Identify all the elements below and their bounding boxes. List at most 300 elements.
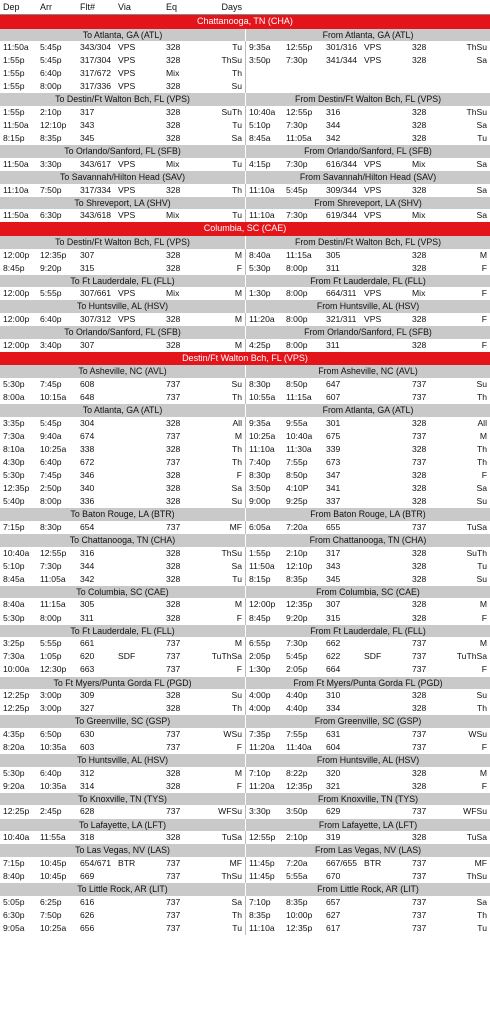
cell-arr: 4:40p	[286, 703, 308, 714]
cell-eq: 328	[412, 443, 427, 454]
cell-flt: 311	[326, 339, 340, 350]
flight-row	[0, 909, 490, 922]
cell-dep: 1:55p	[249, 547, 271, 558]
cell-dep: 4:00p	[249, 703, 271, 714]
cell-flt: 321	[326, 780, 341, 791]
route-from-label: From Orlando/Sanford, FL (SFB)	[245, 326, 490, 339]
cell-days: Th	[231, 443, 242, 454]
cell-dep: 7:15p	[3, 521, 25, 532]
schedule-half	[245, 767, 490, 780]
cell-eq: 328	[166, 560, 181, 571]
cell-arr: 7:20a	[286, 857, 308, 868]
schedule-half	[245, 689, 490, 702]
cell-flt: 305	[326, 249, 341, 260]
flight-row	[0, 637, 490, 650]
route-to-label: To Orlando/Sanford, FL (SFB)	[64, 327, 181, 338]
cell-via: VPS	[118, 42, 136, 53]
cell-eq: 328	[166, 470, 181, 480]
route-to-label: To Destin/Ft Walton Bch, FL (VPS)	[55, 94, 190, 105]
cell-eq: 737	[166, 521, 181, 532]
flight-row	[0, 547, 490, 560]
cell-via: VPS	[364, 184, 382, 195]
cell-days: All	[232, 417, 242, 428]
route-to-label: To Baton Rouge, LA (BTR)	[70, 509, 175, 520]
route-from-label: From Destin/Ft Walton Bch, FL (VPS)	[245, 93, 490, 106]
route-header-row	[0, 326, 490, 339]
schedule-half	[245, 119, 490, 132]
schedule-half	[245, 67, 490, 80]
cell-days: Th	[476, 443, 487, 454]
cell-days: M	[479, 638, 487, 649]
cell-arr: 6:50p	[40, 728, 62, 739]
cell-dep: 12:25p	[3, 806, 30, 817]
flight-row	[0, 41, 490, 54]
cell-arr: 8:00p	[40, 496, 62, 507]
cell-eq: 328	[166, 262, 181, 273]
cell-eq: 328	[166, 832, 181, 843]
flight-row	[0, 469, 490, 482]
cell-dep: 5:10p	[3, 560, 25, 571]
cell-flt: 619/344	[326, 210, 358, 221]
cell-eq: 328	[166, 599, 181, 610]
cell-days: Sa	[476, 158, 487, 169]
cell-arr: 7:30p	[286, 638, 308, 649]
route-to-label: To Ft Lauderdale, FL (FLL)	[70, 625, 175, 636]
schedule-half	[245, 870, 490, 883]
cell-dep: 11:20a	[249, 780, 275, 791]
route-header-row	[0, 93, 490, 106]
cell-days: Tu	[232, 120, 242, 131]
cell-dep: 12:00p	[249, 599, 276, 610]
cell-days: M	[234, 313, 242, 324]
cell-days: M	[234, 599, 242, 610]
schedule-half	[0, 909, 245, 922]
schedule-half	[0, 67, 245, 80]
route-header-row	[0, 625, 490, 638]
cell-arr: 10:15a	[40, 391, 67, 402]
cell-arr: 6:30p	[40, 210, 62, 221]
cell-dep: 8:15p	[249, 573, 271, 584]
cell-arr: 7:45p	[40, 378, 62, 389]
cell-flt: 344	[326, 120, 341, 131]
route-header-row	[0, 534, 490, 547]
cell-flt: 667/655	[326, 857, 358, 868]
cell-arr: 10:00p	[286, 909, 313, 920]
cell-flt: 657	[326, 896, 341, 907]
cell-eq: 328	[412, 470, 427, 480]
cell-flt: 311	[80, 612, 94, 623]
cell-arr: 12:30p	[40, 664, 67, 675]
schedule-half	[245, 598, 490, 611]
cell-eq: 328	[412, 249, 427, 260]
flight-row	[0, 495, 490, 508]
cell-eq: 328	[412, 599, 427, 610]
cell-eq: 328	[166, 443, 181, 454]
schedule-half	[245, 702, 490, 715]
cell-days: M	[479, 599, 487, 610]
cell-arr: 6:25p	[40, 896, 62, 907]
schedule-half	[245, 80, 490, 93]
schedule-half	[245, 469, 490, 482]
route-to-label: To Asheville, NC (AVL)	[78, 366, 167, 377]
cell-flt: 607	[326, 391, 341, 402]
flight-row	[0, 560, 490, 573]
route-from-label: From Lafayette, LA (LFT)	[245, 819, 490, 832]
schedule-half	[0, 106, 245, 119]
cell-flt: 317	[326, 547, 341, 558]
flight-row	[0, 805, 490, 818]
schedule-half	[245, 922, 490, 935]
cell-dep: 5:30p	[3, 767, 25, 778]
cell-eq: 328	[412, 483, 427, 494]
cell-eq: 737	[166, 664, 181, 675]
cell-dep: 1:55p	[3, 68, 25, 79]
cell-arr: 3:00p	[40, 703, 62, 714]
cell-flt: 315	[326, 612, 341, 623]
schedule-half	[245, 650, 490, 663]
schedule-half	[245, 443, 490, 456]
schedule-half	[0, 482, 245, 495]
cell-via: VPS	[118, 68, 136, 79]
flight-row	[0, 521, 490, 534]
cell-dep: 10:40a	[3, 547, 30, 558]
schedule-half	[0, 119, 245, 132]
cell-dep: 7:15p	[3, 857, 25, 868]
cell-days: MF	[229, 521, 242, 532]
cell-arr: 8:35p	[40, 133, 62, 144]
cell-arr: 11:05a	[40, 573, 66, 584]
cell-arr: 9:40a	[40, 430, 62, 441]
cell-via: VPS	[118, 55, 136, 66]
cell-flt: 341	[326, 483, 341, 494]
cell-arr: 5:45p	[286, 184, 308, 195]
cell-eq: 737	[412, 896, 427, 907]
cell-eq: 328	[412, 42, 427, 53]
schedule-half	[0, 573, 245, 586]
cell-dep: 8:30p	[249, 470, 271, 480]
cell-eq: Mix	[412, 158, 426, 169]
cell-arr: 10:25a	[40, 443, 67, 454]
cell-dep: 5:05p	[3, 896, 25, 907]
cell-days: ThSu	[221, 55, 242, 66]
cell-arr: 6:40p	[40, 767, 62, 778]
cell-dep: 9:20a	[3, 780, 25, 791]
cell-flt: 327	[80, 703, 95, 714]
cell-arr: 8:00p	[40, 81, 62, 92]
cell-arr: 5:55p	[40, 638, 62, 649]
route-header-row	[0, 819, 490, 832]
cell-days: F	[236, 780, 242, 791]
route-header-row	[0, 883, 490, 896]
cell-arr: 2:50p	[40, 483, 62, 494]
cell-dep: 11:50a	[3, 158, 29, 169]
schedule-half	[0, 547, 245, 560]
cell-flt: 301/316	[326, 42, 358, 53]
schedule-half	[245, 417, 490, 430]
schedule-half	[245, 573, 490, 586]
cell-eq: 737	[412, 664, 427, 675]
cell-eq: 328	[166, 339, 181, 350]
route-from-label: From Atlanta, GA (ATL)	[245, 29, 490, 42]
cell-arr: 8:00p	[286, 262, 308, 273]
flight-row	[0, 184, 490, 197]
cell-arr: 7:30p	[286, 210, 308, 221]
cell-days: F	[481, 780, 487, 791]
cell-dep: 8:35p	[249, 909, 271, 920]
cell-flt: 310	[326, 690, 341, 701]
cell-eq: 328	[412, 262, 427, 273]
cell-days: Sa	[476, 896, 487, 907]
cell-via: SDF	[118, 651, 136, 662]
cell-dep: 11:45p	[249, 857, 275, 868]
flight-row	[0, 119, 490, 132]
route-from-label: From Savannah/Hilton Head (SAV)	[245, 171, 490, 184]
cell-flt: 307	[80, 249, 95, 260]
cell-via: VPS	[118, 313, 136, 324]
cell-eq: 737	[412, 741, 427, 752]
route-header-row	[0, 197, 490, 210]
cell-flt: 317/336	[80, 81, 112, 92]
cell-eq: 737	[166, 728, 181, 739]
cell-flt: 338	[80, 443, 95, 454]
cell-flt: 315	[80, 262, 95, 273]
cell-dep: 10:55a	[249, 391, 276, 402]
flight-row	[0, 67, 490, 80]
cell-arr: 9:20p	[40, 262, 62, 273]
flight-row	[0, 339, 490, 352]
city-header: Chattanooga, TN (CHA)	[0, 15, 490, 29]
cell-eq: 328	[166, 133, 181, 144]
cell-flt: 316	[80, 547, 95, 558]
cell-dep: 11:20a	[249, 741, 275, 752]
cell-days: F	[481, 612, 487, 623]
schedule-half	[245, 54, 490, 67]
cell-arr: 8:50p	[286, 378, 308, 389]
route-to-label: To Atlanta, GA (ATL)	[82, 405, 163, 416]
schedule-half	[0, 313, 245, 326]
schedule-half	[0, 430, 245, 443]
schedule-half	[245, 262, 490, 275]
cell-days: Sa	[476, 120, 487, 131]
schedule-half	[245, 780, 490, 793]
cell-via: VPS	[118, 158, 136, 169]
route-header-row	[0, 844, 490, 857]
schedule-half	[245, 158, 490, 171]
cell-via: BTR	[118, 857, 136, 868]
cell-flt: 317/672	[80, 68, 112, 79]
cell-dep: 7:30a	[3, 651, 25, 662]
route-from-label: From Ft Myers/Punta Gorda FL (PGD)	[245, 677, 490, 690]
route-from-label: From Las Vegas, NV (LAS)	[245, 844, 490, 857]
cell-days: ThSu	[466, 42, 487, 53]
schedule-half	[245, 560, 490, 573]
cell-days: Th	[231, 391, 242, 402]
schedule-half	[0, 158, 245, 171]
cell-flt: 673	[326, 456, 341, 467]
cell-arr: 10:35a	[40, 780, 67, 791]
cell-flt: 321/311	[326, 313, 357, 324]
cell-flt: 616/344	[326, 158, 358, 169]
route-header-row	[0, 171, 490, 184]
cell-dep: 1:55p	[3, 55, 25, 66]
flight-row	[0, 702, 490, 715]
cell-days: M	[234, 339, 242, 350]
col-eq-label: Eq	[166, 2, 178, 12]
cell-days: F	[481, 313, 487, 324]
cell-eq: 737	[412, 521, 427, 532]
cell-days: WSu	[223, 728, 242, 739]
cell-days: Su	[476, 690, 487, 701]
cell-eq: 328	[166, 81, 181, 92]
flight-row	[0, 870, 490, 883]
flight-row	[0, 430, 490, 443]
cell-dep: 12:00p	[3, 249, 30, 260]
schedule-half	[0, 702, 245, 715]
route-to-label: To Atlanta, GA (ATL)	[82, 29, 163, 40]
flight-row	[0, 262, 490, 275]
flight-row	[0, 780, 490, 793]
cell-dep: 7:35p	[249, 728, 271, 739]
schedule-half	[245, 339, 490, 352]
cell-eq: 328	[166, 55, 181, 66]
cell-flt: 336	[80, 496, 95, 507]
cell-dep: 2:05p	[249, 651, 271, 662]
cell-dep: 10:00a	[3, 664, 30, 675]
cell-dep: 10:25a	[249, 430, 276, 441]
cell-via: VPS	[364, 313, 382, 324]
schedule-half	[245, 287, 490, 300]
cell-arr: 8:50p	[286, 470, 308, 480]
cell-eq: 328	[412, 612, 427, 623]
schedule-half	[0, 456, 245, 469]
cell-days: Sa	[231, 560, 242, 571]
schedule-body	[0, 15, 490, 935]
cell-flt: 309	[80, 690, 95, 701]
cell-dep: 3:50p	[249, 55, 271, 66]
cell-arr: 6:40p	[40, 313, 62, 324]
cell-flt: 627	[326, 909, 341, 920]
route-to-label: To Shreveport, LA (SHV)	[74, 197, 171, 208]
cell-eq: 328	[412, 560, 427, 571]
cell-arr: 5:55p	[40, 288, 62, 299]
schedule-half	[245, 637, 490, 650]
cell-eq: 328	[412, 573, 427, 584]
schedule-half	[0, 262, 245, 275]
cell-dep: 8:45p	[3, 262, 25, 273]
cell-flt: 664/311	[326, 288, 357, 299]
cell-via: VPS	[118, 184, 136, 195]
cell-arr: 2:05p	[286, 664, 308, 675]
cell-flt: 343	[80, 120, 95, 131]
cell-eq: Mix	[412, 288, 426, 299]
cell-dep: 3:35p	[3, 417, 25, 428]
cell-dep: 7:10p	[249, 767, 271, 778]
flight-row	[0, 831, 490, 844]
cell-eq: 737	[412, 922, 427, 933]
city-header: Destin/Ft Walton Bch, FL (VPS)	[0, 352, 490, 366]
cell-arr: 3:30p	[40, 158, 62, 169]
cell-dep: 8:10a	[3, 443, 25, 454]
flight-row	[0, 741, 490, 754]
cell-flt: 343/304	[80, 42, 112, 53]
cell-flt: 309/344	[326, 184, 358, 195]
cell-dep: 10:40a	[249, 107, 276, 118]
cell-flt: 626	[80, 909, 95, 920]
cell-via: SDF	[364, 651, 382, 662]
cell-eq: 328	[412, 313, 427, 324]
cell-dep: 11:50a	[3, 120, 29, 131]
cell-eq: 328	[412, 133, 427, 144]
flight-row	[0, 896, 490, 909]
schedule-half	[0, 521, 245, 534]
cell-days: TuThSa	[211, 651, 242, 662]
cell-dep: 8:40a	[3, 599, 25, 610]
cell-dep: 9:35a	[249, 42, 271, 53]
cell-days: SuTh	[466, 547, 487, 558]
cell-days: Sa	[476, 210, 487, 221]
cell-arr: 7:30p	[286, 120, 308, 131]
cell-dep: 7:10p	[249, 896, 271, 907]
route-from-label: From Greenville, SC (GSP)	[245, 715, 490, 728]
col-dep-label: Dep	[3, 2, 20, 12]
cell-dep: 1:30p	[249, 664, 271, 675]
cell-arr: 11:55a	[40, 832, 66, 843]
cell-eq: 328	[166, 184, 181, 195]
flight-row	[0, 378, 490, 391]
cell-dep: 8:15p	[3, 133, 25, 144]
cell-arr: 5:45p	[40, 55, 62, 66]
cell-arr: 5:45p	[40, 417, 62, 428]
cell-flt: 347	[326, 470, 341, 480]
cell-dep: 12:00p	[3, 313, 30, 324]
cell-arr: 7:45p	[40, 470, 62, 480]
cell-days: M	[234, 249, 242, 260]
flight-row	[0, 689, 490, 702]
cell-eq: 328	[166, 483, 181, 494]
schedule-half	[0, 728, 245, 741]
cell-eq: 737	[412, 651, 427, 662]
route-from-label: From Baton Rouge, LA (BTR)	[245, 508, 490, 521]
cell-flt: 317/304	[80, 55, 112, 66]
cell-arr: 8:30p	[40, 521, 62, 532]
schedule-half	[0, 132, 245, 145]
cell-flt: 343	[326, 560, 341, 571]
cell-days: TuSa	[221, 832, 242, 843]
cell-flt: 622	[326, 651, 341, 662]
route-header-row	[0, 677, 490, 690]
schedule-half	[0, 209, 245, 222]
cell-arr: 11:15a	[286, 391, 312, 402]
cell-eq: 328	[412, 120, 427, 131]
cell-eq: 737	[412, 378, 427, 389]
cell-days: MF	[229, 857, 242, 868]
schedule-half	[245, 805, 490, 818]
schedule-half	[0, 598, 245, 611]
cell-flt: 604	[326, 741, 341, 752]
cell-arr: 7:55p	[286, 728, 308, 739]
col-via-label: Via	[118, 2, 131, 12]
route-header-row	[0, 145, 490, 158]
cell-arr: 2:45p	[40, 806, 62, 817]
cell-arr: 12:55p	[286, 42, 313, 53]
flight-row	[0, 132, 490, 145]
cell-eq: 328	[412, 690, 427, 701]
cell-arr: 9:55a	[286, 417, 308, 428]
flight-row	[0, 158, 490, 171]
cell-days: Sa	[231, 133, 242, 144]
schedule-half	[0, 741, 245, 754]
cell-eq: 328	[412, 417, 427, 428]
